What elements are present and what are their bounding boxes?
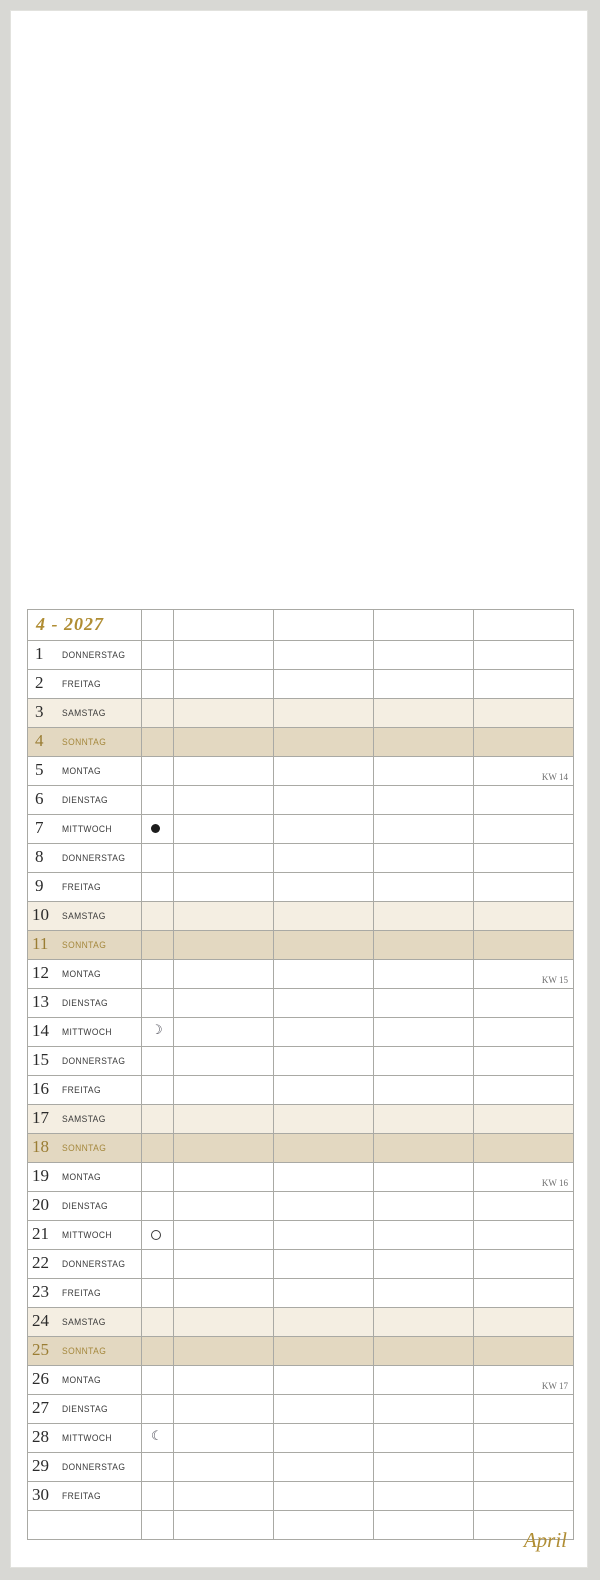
day-note-cell[interactable] <box>374 1337 474 1366</box>
day-note-cell[interactable] <box>274 1424 374 1453</box>
day-note-cell[interactable] <box>474 1018 574 1047</box>
day-label-cell <box>28 1047 142 1076</box>
moon-phase-cell <box>142 931 174 960</box>
day-label-cell <box>28 1221 142 1250</box>
day-note-cell[interactable] <box>374 1424 474 1453</box>
day-number: 13 <box>32 992 49 1011</box>
day-number: 12 <box>32 963 49 982</box>
day-note-cell[interactable] <box>174 670 274 699</box>
moon-phase-cell <box>142 844 174 873</box>
moon-phase-cell <box>142 1395 174 1424</box>
day-label-cell <box>28 1192 142 1221</box>
day-note-cell[interactable] <box>474 1366 574 1395</box>
calendar-day-row <box>28 670 574 699</box>
day-note-cell[interactable] <box>274 786 374 815</box>
day-note-cell[interactable] <box>474 1395 574 1424</box>
moon-phase-cell <box>142 1366 174 1395</box>
day-name: DONNERSTAG <box>62 1461 126 1473</box>
day-note-cell[interactable] <box>374 1105 474 1134</box>
day-note-cell[interactable] <box>474 815 574 844</box>
day-note-cell[interactable] <box>174 786 274 815</box>
day-note-cell[interactable] <box>474 1482 574 1511</box>
week-number-label: KW 14 <box>541 772 568 782</box>
day-note-cell[interactable] <box>174 757 274 786</box>
day-label-cell <box>28 1105 142 1134</box>
moon-phase-cell <box>142 728 174 757</box>
day-label-cell <box>28 1482 142 1511</box>
header-note-cell[interactable] <box>374 610 474 641</box>
day-note-cell[interactable] <box>374 1308 474 1337</box>
calendar-day-row <box>28 1511 574 1540</box>
day-note-cell[interactable] <box>174 1018 274 1047</box>
moon-phase-cell <box>142 1337 174 1366</box>
day-name: MONTAG <box>62 1171 102 1183</box>
calendar-day-row <box>28 1134 574 1163</box>
day-note-cell[interactable] <box>274 931 374 960</box>
day-number: 1 <box>35 644 44 663</box>
day-name: SAMSTAG <box>62 910 106 922</box>
calendar-table <box>27 609 574 1540</box>
day-note-cell[interactable] <box>374 1453 474 1482</box>
day-note-cell[interactable] <box>474 960 574 989</box>
day-note-cell[interactable] <box>374 902 474 931</box>
day-note-cell[interactable] <box>174 902 274 931</box>
day-note-cell[interactable] <box>374 873 474 902</box>
month-title: 4 - 2027 <box>36 614 104 634</box>
calendar-day-row <box>28 844 574 873</box>
moon-phase-cell <box>142 757 174 786</box>
day-name: DONNERSTAG <box>62 852 126 864</box>
day-label-cell <box>28 1076 142 1105</box>
day-label-cell <box>28 844 142 873</box>
header-note-cell[interactable] <box>174 610 274 641</box>
moon-phase-cell <box>142 1511 174 1540</box>
day-note-cell[interactable] <box>474 989 574 1018</box>
day-note-cell[interactable] <box>274 1308 374 1337</box>
day-note-cell[interactable] <box>174 873 274 902</box>
calendar-day-row <box>28 989 574 1018</box>
day-number: 27 <box>32 1398 49 1417</box>
day-number: 22 <box>32 1253 49 1272</box>
day-note-cell[interactable] <box>474 1250 574 1279</box>
day-note-cell[interactable] <box>174 1511 274 1540</box>
day-note-cell[interactable] <box>374 1482 474 1511</box>
day-note-cell[interactable] <box>374 1076 474 1105</box>
day-note-cell[interactable] <box>374 989 474 1018</box>
day-note-cell[interactable] <box>174 1366 274 1395</box>
moon-phase-cell <box>142 873 174 902</box>
day-number: 7 <box>35 818 44 837</box>
calendar-day-row <box>28 1221 574 1250</box>
day-number: 23 <box>32 1282 49 1301</box>
day-note-cell[interactable] <box>274 1453 374 1482</box>
day-note-cell[interactable] <box>174 1163 274 1192</box>
moon-phase-cell <box>142 1076 174 1105</box>
day-note-cell[interactable] <box>374 815 474 844</box>
day-note-cell[interactable] <box>474 1163 574 1192</box>
day-note-cell[interactable] <box>274 1047 374 1076</box>
calendar-day-row <box>28 728 574 757</box>
day-name: SONNTAG <box>62 1142 107 1154</box>
day-name: SONNTAG <box>62 939 107 951</box>
month-calendar <box>27 609 573 1540</box>
day-label-cell <box>28 902 142 931</box>
moon-phase-cell <box>142 1018 174 1047</box>
day-note-cell[interactable] <box>174 1134 274 1163</box>
day-note-cell[interactable] <box>474 786 574 815</box>
day-note-cell[interactable] <box>274 1105 374 1134</box>
day-number: 28 <box>32 1427 49 1446</box>
full-moon-icon <box>151 1230 161 1240</box>
day-note-cell[interactable] <box>174 1076 274 1105</box>
day-note-cell[interactable] <box>174 1453 274 1482</box>
day-note-cell[interactable] <box>374 1192 474 1221</box>
day-name: DIENSTAG <box>62 794 109 806</box>
day-note-cell[interactable] <box>274 1511 374 1540</box>
day-note-cell[interactable] <box>274 1076 374 1105</box>
day-note-cell[interactable] <box>474 641 574 670</box>
day-note-cell[interactable] <box>474 1134 574 1163</box>
day-note-cell[interactable] <box>474 1308 574 1337</box>
day-label-cell <box>28 960 142 989</box>
calendar-day-row <box>28 1018 574 1047</box>
day-name: MITTWOCH <box>62 823 112 835</box>
day-note-cell[interactable] <box>174 1308 274 1337</box>
last-quarter-moon-icon: ☾ <box>151 1428 163 1443</box>
day-label-cell <box>28 641 142 670</box>
day-note-cell[interactable] <box>274 1366 374 1395</box>
day-note-cell[interactable] <box>274 757 374 786</box>
moon-phase-cell <box>142 815 174 844</box>
day-note-cell[interactable] <box>274 844 374 873</box>
day-number: 30 <box>32 1485 49 1504</box>
calendar-day-row <box>28 1453 574 1482</box>
day-name: FREITAG <box>62 1490 102 1502</box>
calendar-day-row <box>28 1395 574 1424</box>
day-note-cell[interactable] <box>174 1047 274 1076</box>
day-number: 11 <box>32 934 49 953</box>
calendar-day-row <box>28 786 574 815</box>
day-number: 26 <box>32 1369 49 1388</box>
day-note-cell[interactable] <box>274 1250 374 1279</box>
day-note-cell[interactable] <box>474 728 574 757</box>
day-name: DONNERSTAG <box>62 1258 126 1270</box>
moon-phase-cell <box>142 1105 174 1134</box>
moon-phase-cell <box>142 989 174 1018</box>
day-number: 20 <box>32 1195 49 1214</box>
moon-phase-cell <box>142 960 174 989</box>
day-note-cell[interactable] <box>274 641 374 670</box>
month-title-cell <box>28 610 142 641</box>
calendar-day-row <box>28 1366 574 1395</box>
day-number: 18 <box>32 1137 49 1156</box>
day-note-cell[interactable] <box>374 1511 474 1540</box>
day-note-cell[interactable] <box>174 1395 274 1424</box>
day-label-cell <box>28 757 142 786</box>
calendar-day-row <box>28 1250 574 1279</box>
new-moon-icon <box>151 824 160 833</box>
day-note-cell[interactable] <box>374 931 474 960</box>
calendar-day-row <box>28 1105 574 1134</box>
day-note-cell[interactable] <box>274 902 374 931</box>
day-name: SAMSTAG <box>62 1316 106 1328</box>
day-note-cell[interactable] <box>374 1163 474 1192</box>
calendar-day-row <box>28 1337 574 1366</box>
day-note-cell[interactable] <box>274 1221 374 1250</box>
first-quarter-moon-icon: ☽ <box>151 1022 163 1037</box>
moon-phase-cell <box>142 1163 174 1192</box>
moon-phase-cell <box>142 1308 174 1337</box>
day-note-cell[interactable] <box>174 1105 274 1134</box>
day-note-cell[interactable] <box>474 1047 574 1076</box>
day-number: 15 <box>32 1050 49 1069</box>
moon-phase-cell <box>142 1250 174 1279</box>
day-label-cell <box>28 1511 142 1540</box>
day-note-cell[interactable] <box>474 757 574 786</box>
day-note-cell[interactable] <box>274 960 374 989</box>
day-note-cell[interactable] <box>174 728 274 757</box>
day-number: 25 <box>32 1340 49 1359</box>
day-number: 29 <box>32 1456 49 1475</box>
day-name: FREITAG <box>62 881 102 893</box>
day-note-cell[interactable] <box>174 815 274 844</box>
day-note-cell[interactable] <box>474 1337 574 1366</box>
moon-phase-cell <box>142 786 174 815</box>
day-note-cell[interactable] <box>474 699 574 728</box>
day-number: 24 <box>32 1311 49 1330</box>
calendar-day-row <box>28 815 574 844</box>
day-note-cell[interactable] <box>374 960 474 989</box>
day-name: FREITAG <box>62 678 102 690</box>
day-note-cell[interactable] <box>474 1279 574 1308</box>
day-label-cell <box>28 786 142 815</box>
calendar-day-row <box>28 1482 574 1511</box>
day-note-cell[interactable] <box>174 960 274 989</box>
day-label-cell <box>28 1134 142 1163</box>
day-name: MONTAG <box>62 968 102 980</box>
day-number: 2 <box>35 673 44 692</box>
day-number: 17 <box>32 1108 49 1127</box>
day-note-cell[interactable] <box>474 1424 574 1453</box>
day-note-cell[interactable] <box>274 1482 374 1511</box>
day-note-cell[interactable] <box>174 1192 274 1221</box>
day-note-cell[interactable] <box>374 1395 474 1424</box>
day-label-cell <box>28 1250 142 1279</box>
day-note-cell[interactable] <box>474 844 574 873</box>
day-note-cell[interactable] <box>274 670 374 699</box>
day-note-cell[interactable] <box>274 1395 374 1424</box>
day-label-cell <box>28 1018 142 1047</box>
day-note-cell[interactable] <box>174 699 274 728</box>
day-note-cell[interactable] <box>274 873 374 902</box>
day-label-cell <box>28 728 142 757</box>
day-note-cell[interactable] <box>374 844 474 873</box>
day-note-cell[interactable] <box>374 1250 474 1279</box>
day-name: MONTAG <box>62 765 102 777</box>
day-note-cell[interactable] <box>374 728 474 757</box>
header-note-cell[interactable] <box>474 610 574 641</box>
day-note-cell[interactable] <box>474 1221 574 1250</box>
day-note-cell[interactable] <box>274 1279 374 1308</box>
day-number: 9 <box>35 876 44 895</box>
day-number: 14 <box>32 1021 49 1040</box>
day-label-cell <box>28 1308 142 1337</box>
day-number: 8 <box>35 847 44 866</box>
calendar-page <box>10 10 588 1568</box>
day-note-cell[interactable] <box>474 1076 574 1105</box>
calendar-day-row <box>28 1076 574 1105</box>
moon-phase-cell <box>142 1047 174 1076</box>
calendar-day-row <box>28 757 574 786</box>
day-number: 16 <box>32 1079 49 1098</box>
day-note-cell[interactable] <box>174 1424 274 1453</box>
day-note-cell[interactable] <box>274 1134 374 1163</box>
day-name: SONNTAG <box>62 1345 107 1357</box>
day-note-cell[interactable] <box>474 902 574 931</box>
day-note-cell[interactable] <box>474 1105 574 1134</box>
calendar-header-row <box>28 610 574 641</box>
moon-phase-cell <box>142 1453 174 1482</box>
day-note-cell[interactable] <box>474 931 574 960</box>
day-number: 4 <box>35 731 44 750</box>
day-note-cell[interactable] <box>374 1366 474 1395</box>
header-note-cell[interactable] <box>142 610 174 641</box>
day-note-cell[interactable] <box>274 1018 374 1047</box>
day-number: 19 <box>32 1166 49 1185</box>
day-name: DONNERSTAG <box>62 1055 126 1067</box>
day-note-cell[interactable] <box>474 670 574 699</box>
day-note-cell[interactable] <box>374 786 474 815</box>
moon-phase-cell <box>142 670 174 699</box>
day-note-cell[interactable] <box>174 1221 274 1250</box>
day-note-cell[interactable] <box>274 1192 374 1221</box>
day-note-cell[interactable] <box>274 1163 374 1192</box>
calendar-day-row <box>28 931 574 960</box>
day-note-cell[interactable] <box>174 1279 274 1308</box>
week-number-label: KW 16 <box>541 1178 568 1188</box>
calendar-day-row <box>28 873 574 902</box>
day-note-cell[interactable] <box>374 1018 474 1047</box>
day-label-cell <box>28 873 142 902</box>
day-note-cell[interactable] <box>474 873 574 902</box>
calendar-day-row <box>28 1279 574 1308</box>
day-label-cell <box>28 670 142 699</box>
day-name: MITTWOCH <box>62 1229 112 1241</box>
moon-phase-cell <box>142 699 174 728</box>
footer-month-label: April <box>523 1528 567 1552</box>
day-name: DIENSTAG <box>62 1200 109 1212</box>
day-name: DONNERSTAG <box>62 649 126 661</box>
day-name: MITTWOCH <box>62 1432 112 1444</box>
day-note-cell[interactable] <box>374 699 474 728</box>
moon-phase-cell <box>142 1482 174 1511</box>
day-name: DIENSTAG <box>62 1403 109 1415</box>
day-note-cell[interactable] <box>374 670 474 699</box>
day-name: SAMSTAG <box>62 707 106 719</box>
day-label-cell <box>28 1163 142 1192</box>
calendar-day-row <box>28 1424 574 1453</box>
day-note-cell[interactable] <box>174 989 274 1018</box>
moon-phase-cell <box>142 902 174 931</box>
calendar-day-row <box>28 960 574 989</box>
day-name: FREITAG <box>62 1287 102 1299</box>
day-note-cell[interactable] <box>174 1482 274 1511</box>
day-note-cell[interactable] <box>174 641 274 670</box>
day-number: 21 <box>32 1224 49 1243</box>
moon-phase-cell <box>142 1424 174 1453</box>
day-label-cell <box>28 1366 142 1395</box>
day-note-cell[interactable] <box>474 1453 574 1482</box>
day-note-cell[interactable] <box>374 1279 474 1308</box>
day-label-cell <box>28 989 142 1018</box>
calendar-day-row <box>28 1163 574 1192</box>
day-name: SAMSTAG <box>62 1113 106 1125</box>
day-name: SONNTAG <box>62 736 107 748</box>
day-note-cell[interactable] <box>174 931 274 960</box>
day-label-cell <box>28 815 142 844</box>
day-note-cell[interactable] <box>374 1134 474 1163</box>
moon-phase-cell <box>142 1221 174 1250</box>
day-label-cell <box>28 1395 142 1424</box>
day-note-cell[interactable] <box>374 1221 474 1250</box>
week-number-label: KW 15 <box>541 975 568 985</box>
day-name: MONTAG <box>62 1374 102 1386</box>
week-number-label: KW 17 <box>541 1381 568 1391</box>
day-name: MITTWOCH <box>62 1026 112 1038</box>
day-note-cell[interactable] <box>274 728 374 757</box>
day-note-cell[interactable] <box>274 699 374 728</box>
day-note-cell[interactable] <box>274 815 374 844</box>
day-note-cell[interactable] <box>274 989 374 1018</box>
calendar-day-row <box>28 699 574 728</box>
calendar-day-row <box>28 1192 574 1221</box>
day-note-cell[interactable] <box>174 1337 274 1366</box>
day-name: DIENSTAG <box>62 997 109 1009</box>
day-label-cell <box>28 931 142 960</box>
header-note-cell[interactable] <box>274 610 374 641</box>
day-number: 10 <box>32 905 49 924</box>
moon-phase-cell <box>142 1192 174 1221</box>
moon-phase-cell <box>142 641 174 670</box>
day-number: 5 <box>35 760 44 779</box>
day-label-cell <box>28 1279 142 1308</box>
day-number: 3 <box>35 702 44 721</box>
day-note-cell[interactable] <box>474 1192 574 1221</box>
day-note-cell[interactable] <box>174 1250 274 1279</box>
day-note-cell[interactable] <box>374 641 474 670</box>
day-label-cell <box>28 699 142 728</box>
day-number: 6 <box>35 789 44 808</box>
day-label-cell <box>28 1337 142 1366</box>
day-name: FREITAG <box>62 1084 102 1096</box>
day-label-cell <box>28 1453 142 1482</box>
calendar-day-row <box>28 641 574 670</box>
calendar-day-row <box>28 1047 574 1076</box>
day-note-cell[interactable] <box>374 1047 474 1076</box>
day-note-cell[interactable] <box>274 1337 374 1366</box>
calendar-day-row <box>28 1308 574 1337</box>
moon-phase-cell <box>142 1279 174 1308</box>
moon-phase-cell <box>142 1134 174 1163</box>
day-note-cell[interactable] <box>174 844 274 873</box>
day-note-cell[interactable] <box>374 757 474 786</box>
day-label-cell <box>28 1424 142 1453</box>
calendar-day-row <box>28 902 574 931</box>
